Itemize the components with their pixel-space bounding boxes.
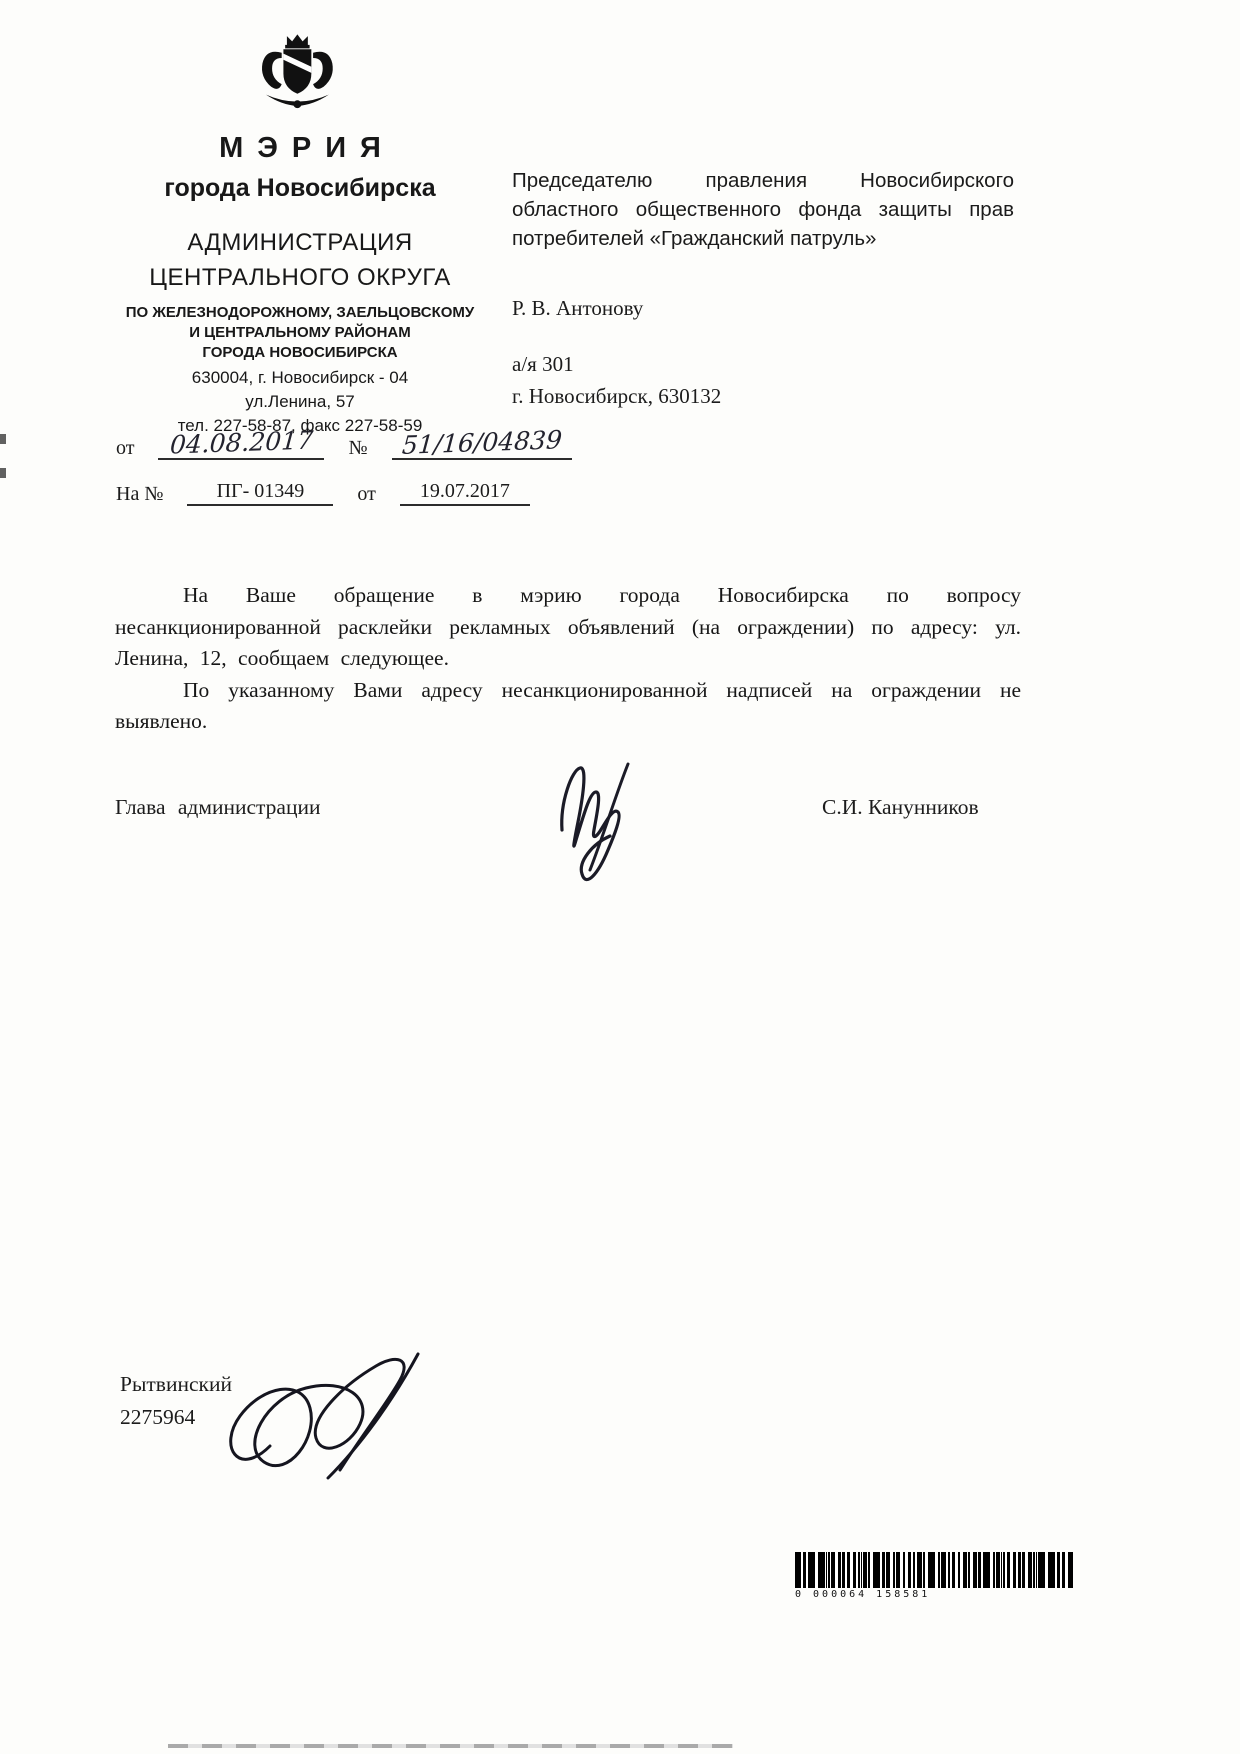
sender-phone-line: тел. 227-58-87, факс 227-58-59 (177, 416, 423, 435)
head-signature-icon (528, 742, 678, 892)
recipient-paragraph: Председателю правления Новосибирского областного общественного фонда защиты прав потребителей «Гражданский патруль» (512, 169, 1014, 250)
barcode-icon (795, 1552, 1073, 1588)
incoming-from-label: от (357, 483, 376, 505)
scan-artifact-mark (0, 468, 6, 478)
executor-signature-icon (210, 1328, 430, 1488)
sender-address-line-2: ул.Ленина, 57 (245, 392, 355, 411)
incoming-reference-line (116, 480, 530, 506)
outgoing-date-handwritten: 04.08.2017 (168, 425, 315, 460)
signer-title: Глава администрации (115, 795, 321, 819)
executor-name: Рытвинский (120, 1372, 232, 1396)
barcode-digits: 0 000064 158581 (795, 1589, 931, 1600)
org-subtitle: города Новосибирска (164, 174, 436, 202)
incoming-number-field: ПГ- 01349 (187, 480, 333, 506)
body-paragraph-1: На Ваше обращение в мэрию города Новосибирска по вопросу несанкционированной расклейки рекламных объявлений (на ограждении) по адресу: ул. Ленина, 12, сообщаем следующее. (115, 583, 1021, 670)
novosibirsk-coat-of-arms-icon (252, 32, 348, 118)
body-paragraph-2: По указанному Вами адресу несанкционированной надписей на ограждении не выявлено. (115, 677, 1021, 733)
outgoing-number-label: № (348, 437, 368, 459)
outgoing-date-field (158, 425, 324, 460)
executor-phone: 2275964 (120, 1405, 196, 1429)
outgoing-number-field (392, 425, 572, 460)
recipient-po-box: а/я 301 (512, 352, 574, 376)
incoming-reply-label: На № (116, 483, 164, 505)
sender-address-line-1: 630004, г. Новосибирск - 04 (191, 368, 409, 387)
scan-artifact-streak (168, 1744, 733, 1748)
district-line-2: И ЦЕНТРАЛЬНОМУ РАЙОНАМ (189, 324, 411, 341)
org-title: МЭРИЯ (219, 132, 395, 164)
admin-line-1: АДМИНИСТРАЦИЯ (187, 229, 413, 256)
outgoing-number-handwritten: 51/16/04839 (400, 425, 563, 460)
outgoing-from-label: от (116, 437, 135, 459)
signer-name: С.И. Канунников (822, 795, 979, 819)
admin-line-2: ЦЕНТРАЛЬНОГО ОКРУГА (149, 264, 451, 291)
district-line-1: ПО ЖЕЛЕЗНОДОРОЖНОМУ, ЗАЕЛЬЦОВСКОМУ (125, 304, 475, 321)
letter-body (115, 580, 1021, 738)
recipient-name: Р. В. Антонову (512, 296, 644, 320)
recipient-city: г. Новосибирск, 630132 (512, 384, 722, 408)
sender-letterhead (88, 32, 512, 436)
barcode-block (795, 1552, 1067, 1600)
incoming-date-field: 19.07.2017 (400, 480, 530, 506)
scan-artifact-mark (0, 434, 6, 444)
district-line-3: ГОРОДА НОВОСИБИРСКА (202, 344, 398, 361)
